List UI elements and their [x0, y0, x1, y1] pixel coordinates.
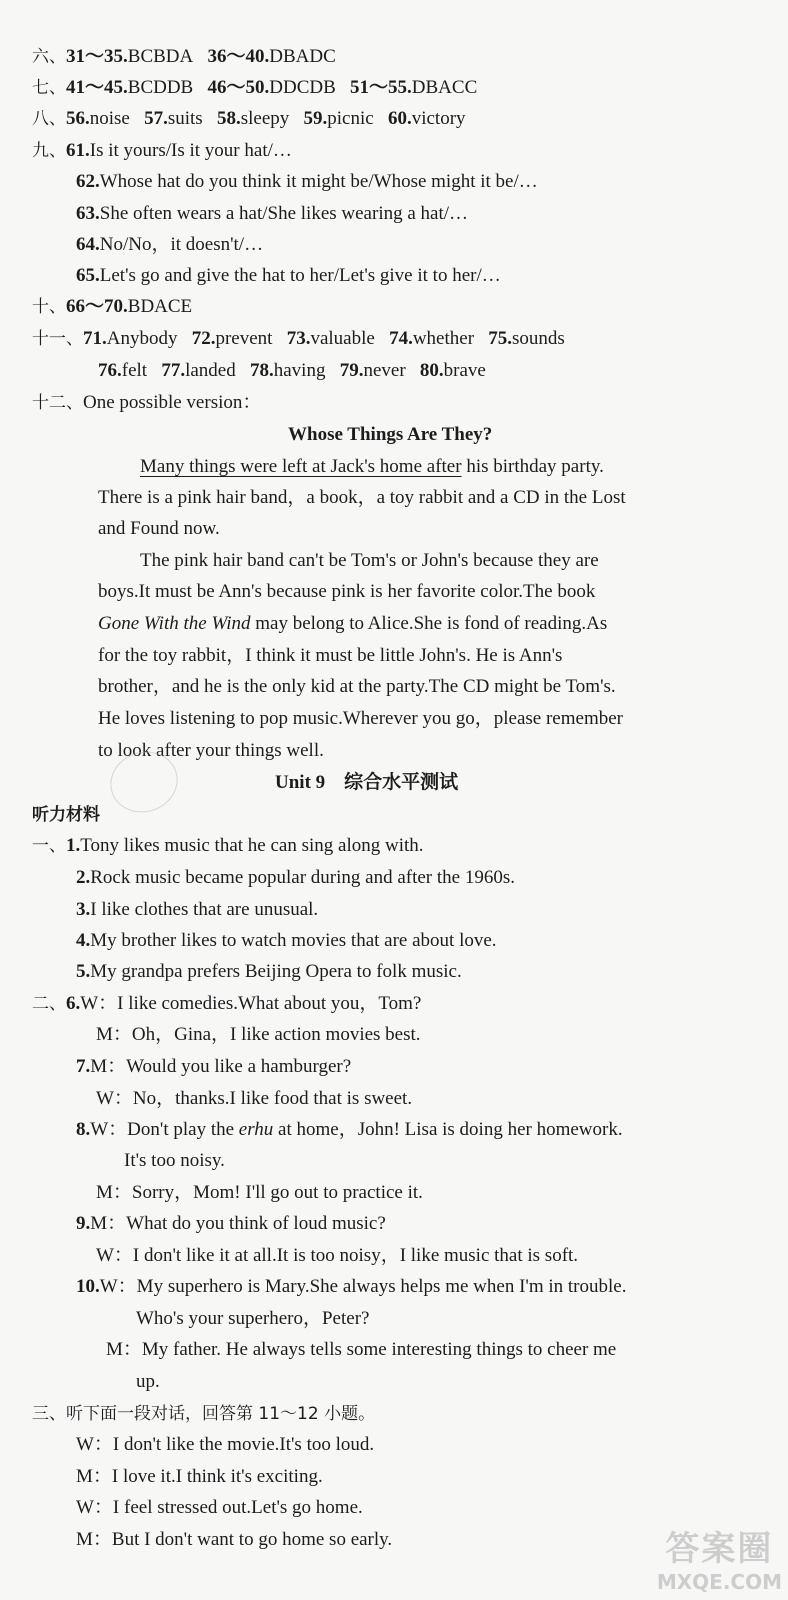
range-label: 41～45.: [66, 77, 128, 98]
answer-line-64: [76, 234, 263, 256]
dialogue-line: up.: [136, 1371, 160, 1392]
dialogue-line: M：Sorry，Mom! I'll go out to practice it.: [96, 1182, 423, 1203]
part-one-prefix: 一、: [32, 836, 66, 856]
dialogue-line: M：Oh，Gina，I like action movies best.: [96, 1024, 421, 1045]
dialogue-text: W：I like comedies.What about you，Tom?: [80, 993, 422, 1014]
dialogue-line: W：No，thanks.I like food that is sweet.: [96, 1088, 413, 1109]
item-number: 2.: [76, 867, 91, 888]
range-label: 36～40.: [207, 46, 270, 67]
watermark-text: 答案圈: [665, 1529, 774, 1569]
section-twelve: [32, 392, 261, 414]
item-answer: Is it yours/Is it your hat/…: [89, 140, 292, 161]
answer-keys: DDCDB: [269, 77, 336, 98]
item-number: 78.: [249, 360, 274, 381]
answer-line-31-40: [32, 46, 336, 68]
section-eight-prefix: 八、: [32, 109, 66, 129]
item-number: 1.: [66, 835, 81, 856]
item-number: 59.: [303, 108, 328, 129]
answer-line-63: [76, 203, 468, 225]
item-number: 10.: [76, 1276, 100, 1297]
essay-line: He loves listening to pop music.Wherever you go，please remember: [98, 708, 623, 729]
answer-line-76-80: [98, 360, 486, 382]
item-text: My brother likes to watch movies that are about love.: [90, 930, 497, 951]
essay-text: his birthday party.: [461, 456, 604, 477]
item-number: 72.: [191, 328, 216, 349]
range-label: 46～50.: [207, 77, 270, 98]
item-number: 7.: [76, 1056, 91, 1077]
watermark-url: MXQE.COM: [656, 1570, 782, 1594]
section-seven-prefix: 七、: [32, 78, 66, 98]
listening-line-1: [32, 835, 424, 857]
dialogue-line: It's too noisy.: [124, 1150, 225, 1171]
answer-line-61: [32, 140, 292, 162]
dialogue-line: M：I love it.I think it's exciting.: [76, 1466, 323, 1487]
dialogue-line: W：I don't like the movie.It's too loud.: [76, 1434, 375, 1455]
dialogue-line: [76, 1276, 626, 1298]
section-twelve-text: One possible version：: [83, 392, 262, 413]
essay-text: may belong to Alice.She is fond of reading.As: [250, 613, 608, 634]
dialogue-text: W：My superhero is Mary.She always helps me when I'm in trouble.: [99, 1276, 627, 1297]
dialogue-line: M：My father. He always tells some interesting things to cheer me: [106, 1339, 617, 1360]
item-number: 79.: [339, 360, 364, 381]
item-number: 60.: [387, 108, 412, 129]
item-answer: prevent: [215, 328, 273, 349]
watermark-logo: [657, 1521, 782, 1594]
dialogue-line: [32, 993, 421, 1015]
item-answer: felt: [121, 360, 148, 381]
item-text: I like clothes that are unusual.: [90, 899, 319, 920]
item-answer: never: [363, 360, 406, 381]
dialogue-line: [76, 1056, 351, 1078]
dialogue-text: M：What do you think of loud music?: [90, 1213, 386, 1234]
item-text: Rock music became popular during and after the 1960s.: [90, 867, 515, 888]
item-number: 6.: [66, 993, 81, 1014]
essay-title: Whose Things Are They?: [288, 424, 493, 445]
essay-line: [140, 456, 604, 478]
item-number: 73.: [286, 328, 311, 349]
item-answer: whether: [412, 328, 475, 349]
essay-line: [98, 613, 607, 635]
item-answer: No/No，it doesn't/…: [99, 234, 264, 255]
answer-line-65: [76, 265, 501, 287]
item-number: 57.: [144, 108, 168, 129]
item-number: 62.: [76, 171, 100, 192]
dialogue-line: Who's your superhero，Peter?: [136, 1308, 370, 1329]
answer-line-71-75: [32, 328, 565, 350]
item-answer: brave: [443, 360, 486, 381]
essay-line: for the toy rabbit，I think it must be little John's. He is Ann's: [98, 645, 563, 666]
book-title: Gone With the Wind: [98, 613, 251, 634]
item-number: 65.: [76, 265, 100, 286]
dialogue-line: W：I feel stressed out.Let's go home.: [76, 1497, 363, 1518]
item-answer: valuable: [310, 328, 375, 349]
essay-line: The pink hair band can't be Tom's or John's because they are: [140, 550, 599, 571]
item-number: 80.: [419, 360, 444, 381]
item-number: 9.: [76, 1213, 91, 1234]
answer-line-41-55: [32, 77, 477, 99]
item-answer: Whose hat do you think it might be/Whose might it be/…: [99, 171, 538, 192]
item-answer: noise: [89, 108, 130, 129]
item-number: 63.: [76, 203, 100, 224]
item-answer: She often wears a hat/She likes wearing a hat/…: [99, 203, 469, 224]
item-number: 3.: [76, 899, 91, 920]
item-answer: suits: [167, 108, 203, 129]
dialogue-text: at home，John! Lisa is doing her homework.: [273, 1119, 623, 1140]
dialogue-line: [76, 1119, 623, 1141]
dialogue-italic: erhu: [238, 1119, 274, 1140]
listening-line-5: [76, 961, 462, 983]
part-three-heading: 三、听下面一段对话，回答第 11～12 小题。: [32, 1404, 376, 1424]
item-number: 64.: [76, 234, 100, 255]
dialogue-text: M：Would you like a hamburger?: [90, 1056, 352, 1077]
part-two-prefix: 二、: [32, 994, 66, 1014]
item-number: 61.: [66, 140, 90, 161]
answer-keys: DBADC: [269, 46, 336, 67]
answer-keys: DBACC: [411, 77, 478, 98]
dialogue-text: W：Don't play the: [90, 1119, 239, 1140]
item-number: 76.: [98, 360, 122, 381]
dialogue-line: [76, 1213, 386, 1235]
item-answer: landed: [185, 360, 236, 381]
listening-line-4: [76, 930, 497, 952]
item-text: Tony likes music that he can sing along with.: [80, 835, 424, 856]
item-answer: Anybody: [106, 328, 178, 349]
essay-line: boys.It must be Ann's because pink is her favorite color.The book: [98, 581, 596, 602]
unit-title: Unit 9 综合水平测试: [275, 772, 459, 793]
item-text: My grandpa prefers Beijing Opera to folk music.: [90, 961, 462, 982]
essay-line: There is a pink hair band，a book，a toy rabbit and a CD in the Lost: [98, 487, 626, 508]
section-twelve-prefix: 十二、: [32, 393, 83, 413]
item-number: 74.: [389, 328, 413, 349]
answer-keys: BCDDB: [127, 77, 194, 98]
section-eleven-prefix: 十一、: [32, 329, 83, 349]
item-number: 77.: [161, 360, 186, 381]
answer-keys: BCBDA: [127, 46, 194, 67]
range-label: 31～35.: [66, 46, 128, 67]
essay-line: to look after your things well.: [98, 740, 324, 761]
dialogue-line: M：But I don't want to go home so early.: [76, 1529, 393, 1550]
range-label: 66～70.: [66, 296, 128, 317]
item-number: 75.: [488, 328, 513, 349]
item-number: 58.: [216, 108, 241, 129]
item-number: 4.: [76, 930, 91, 951]
item-answer: picnic: [327, 108, 374, 129]
item-answer: having: [273, 360, 326, 381]
essay-line: brother，and he is the only kid at the party.The CD might be Tom's.: [98, 676, 616, 697]
section-ten-prefix: 十、: [32, 297, 66, 317]
item-number: 56.: [66, 108, 90, 129]
item-number: 5.: [76, 961, 91, 982]
answer-line-66-70: [32, 296, 192, 318]
listening-line-3: [76, 899, 318, 921]
dialogue-line: W：I don't like it at all.It is too noisy，I like music that is soft.: [96, 1245, 579, 1266]
item-answer: sounds: [512, 328, 565, 349]
answer-keys: BDACE: [127, 296, 193, 317]
answer-line-62: [76, 171, 538, 193]
range-label: 51～55.: [350, 77, 412, 98]
item-answer: Let's go and give the hat to her/Let's give it to her/…: [99, 265, 501, 286]
section-six-prefix: 六、: [32, 47, 66, 67]
essay-underlined-text: Many things were left at Jack's home after: [140, 456, 462, 477]
item-answer: sleepy: [240, 108, 290, 129]
essay-line: and Found now.: [98, 518, 220, 539]
listening-line-2: [76, 867, 515, 889]
listening-heading: 听力材料: [32, 805, 100, 825]
item-answer: victory: [411, 108, 466, 129]
section-nine-prefix: 九、: [32, 141, 66, 161]
answer-line-56-60: [32, 108, 466, 130]
item-number: 71.: [83, 328, 107, 349]
item-number: 8.: [76, 1119, 91, 1140]
